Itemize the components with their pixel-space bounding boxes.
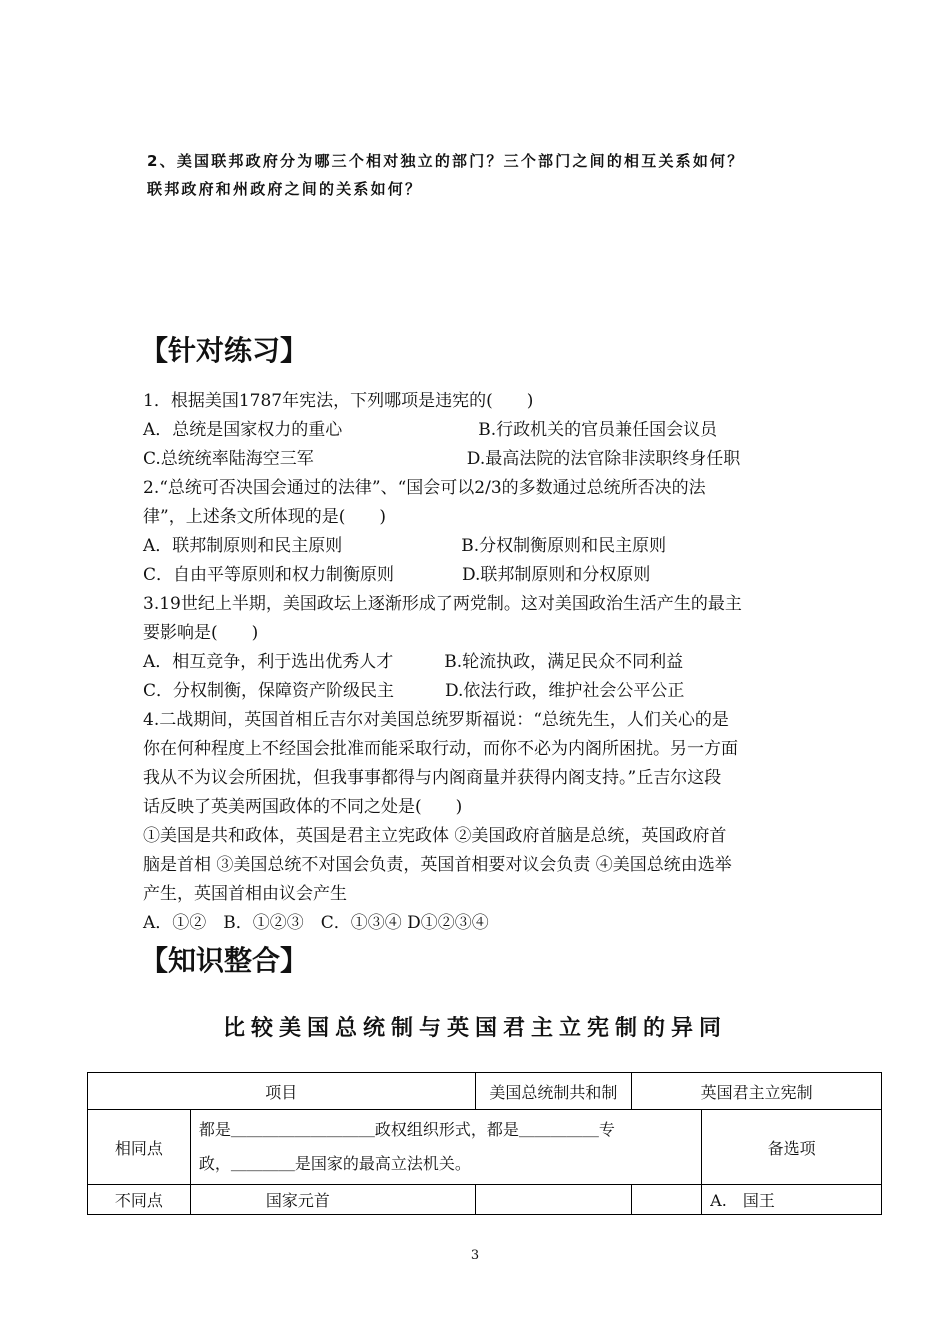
- practice-line: 1．根据美国1787年宪法，下列哪项是违宪的( ): [143, 391, 534, 411]
- practice-line: C.总统统率陆海空三军 D.最高法院的法官除非渎职终身任职: [143, 449, 741, 469]
- option-a: A. 国王: [702, 1185, 882, 1215]
- same-row-line-2: 政，＿＿＿＿是国家的最高立法机关。: [198, 1154, 471, 1173]
- same-row-line-1: 都是＿＿＿＿＿＿＿＿＿政权组织形式，都是＿＿＿＿＿专: [198, 1120, 615, 1139]
- page-number: 3: [470, 1248, 480, 1263]
- header-uk: 英国君主立宪制: [632, 1073, 882, 1110]
- practice-line: A．相互竞争，利于选出优秀人才 B.轮流执政，满足民众不同利益: [143, 652, 684, 672]
- comparison-table: [87, 1072, 882, 1215]
- question-2-line-2: 联邦政府和州政府之间的关系如何？: [147, 180, 423, 198]
- practice-heading: 【针对练习】: [140, 334, 309, 367]
- practice-line: 2.“总统可否决国会通过的法律”、“国会可以2/3的多数通过总统所否决的法: [143, 478, 706, 498]
- question-2-line-1: 2、美国联邦政府分为哪三个相对独立的部门？三个部门之间的相互关系如何？: [147, 152, 745, 170]
- practice-line: C．自由平等原则和权力制衡原则 D.联邦制原则和分权原则: [143, 565, 651, 585]
- options-header: 备选项: [702, 1110, 882, 1185]
- practice-line: 话反映了英美两国政体的不同之处是( ): [143, 797, 463, 817]
- practice-line: 4.二战期间，英国首相丘吉尔对美国总统罗斯福说：“总统先生，人们关心的是: [143, 710, 729, 730]
- diff-row-uk-cell: [632, 1185, 702, 1215]
- header-us: 美国总统制共和制: [475, 1073, 632, 1110]
- practice-line: 3.19世纪上半期，美国政坛上逐渐形成了两党制。这对美国政治生活产生的最主: [143, 594, 742, 614]
- practice-line: A．总统是国家权力的重心 B.行政机关的官员兼任国会议员: [143, 420, 718, 440]
- same-row-label: 相同点: [88, 1110, 191, 1185]
- practice-line: 要影响是( ): [143, 623, 259, 643]
- practice-line: 产生，英国首相由议会产生: [143, 884, 347, 904]
- practice-line: 我从不为议会所困扰，但我事事都得与内阁商量并获得内阁支持。”丘吉尔这段: [143, 768, 722, 788]
- practice-line: C．分权制衡，保障资产阶级民主 D.依法行政，维护社会公平公正: [143, 681, 685, 701]
- practice-line: ①美国是共和政体，英国是君主立宪政体 ②美国政府首脑是总统，英国政府首: [143, 826, 727, 846]
- diff-row-label: 不同点: [88, 1185, 191, 1215]
- practice-line: 脑是首相 ③美国总统不对国会负责，英国首相要对议会负责 ④美国总统由选举: [143, 855, 732, 875]
- header-item: 项目: [88, 1073, 476, 1110]
- integration-heading: 【知识整合】: [140, 944, 309, 977]
- practice-line: 你在何种程度上不经国会批准而能采取行动，而你不必为内阁所困扰。另一方面: [143, 739, 738, 759]
- table-title: 比较美国总统制与英国君主立宪制的异同: [222, 1016, 727, 1041]
- diff-row-item: 国家元首: [190, 1185, 475, 1215]
- practice-line: A．①② B．①②③ C．①③④ D①②③④: [143, 913, 489, 933]
- same-row-content: [190, 1110, 701, 1185]
- practice-line: A．联邦制原则和民主原则 B.分权制衡原则和民主原则: [143, 536, 667, 556]
- practice-line: 律”，上述条文所体现的是( ): [143, 507, 386, 527]
- diff-row-us-cell: [475, 1185, 632, 1215]
